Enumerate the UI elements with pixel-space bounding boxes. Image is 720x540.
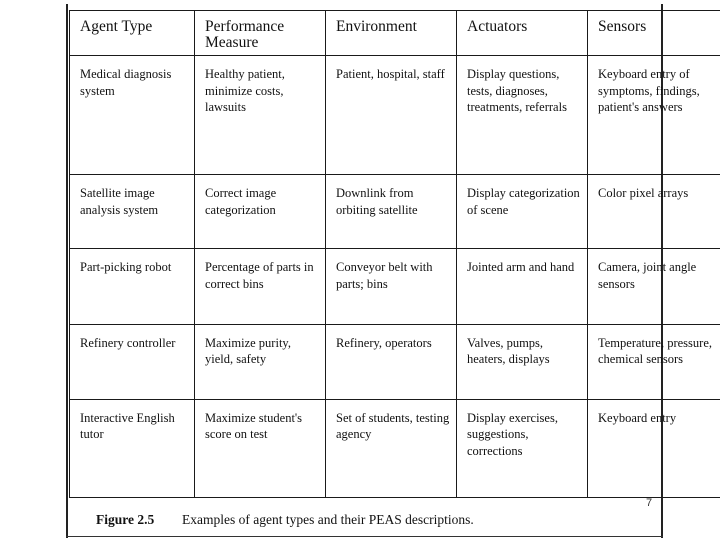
cell-environment: Conveyor belt with parts; bins	[326, 249, 457, 325]
cell-sensors: Camera, joint angle sensors	[588, 249, 720, 325]
cell-environment: Refinery, operators	[326, 324, 457, 399]
cell-sensors: Keyboard entry of symptoms, findings, patient's answers	[588, 56, 720, 175]
cell-environment: Downlink from orbiting satellite	[326, 175, 457, 249]
cell-actuators: Jointed arm and hand	[457, 249, 588, 325]
header-agent-type: Agent Type	[70, 11, 195, 56]
cell-environment: Set of students, testing agency	[326, 399, 457, 497]
table-header-row	[70, 11, 720, 56]
cell-agent-type: Satellite image analysis system	[70, 175, 195, 249]
cell-agent-type: Refinery controller	[70, 324, 195, 399]
cell-sensors: Keyboard entry	[588, 399, 720, 497]
table-row	[70, 324, 720, 399]
header-sensors: Sensors	[588, 11, 720, 56]
header-environment: Environment	[326, 11, 457, 56]
cell-performance-measure: Maximize student's score on test	[195, 399, 326, 497]
page-number: 7	[646, 497, 653, 509]
page-frame-left	[66, 4, 68, 538]
table-row	[70, 249, 720, 325]
cell-agent-type: Interactive English tutor	[70, 399, 195, 497]
cell-performance-measure: Maximize purity, yield, safety	[195, 324, 326, 399]
cell-performance-measure: Correct image categorization	[195, 175, 326, 249]
peas-table	[69, 10, 720, 498]
cell-performance-measure: Percentage of parts in correct bins	[195, 249, 326, 325]
figure-label: Figure 2.5	[96, 512, 155, 527]
cell-agent-type: Part-picking robot	[70, 249, 195, 325]
page-frame-bottom	[66, 536, 663, 537]
table-row	[70, 399, 720, 497]
table-row	[70, 175, 720, 249]
header-actuators: Actuators	[457, 11, 588, 56]
header-performance-measure: Performance Measure	[195, 11, 326, 56]
cell-sensors: Temperature, pressure, chemical sensors	[588, 324, 720, 399]
cell-actuators: Display categorization of scene	[457, 175, 588, 249]
cell-performance-measure: Healthy patient, minimize costs, lawsuits	[195, 56, 326, 175]
cell-actuators: Valves, pumps, heaters, displays	[457, 324, 588, 399]
figure-caption	[96, 512, 474, 528]
cell-agent-type: Medical diagnosis system	[70, 56, 195, 175]
cell-actuators: Display questions, tests, diagnoses, treatments, referrals	[457, 56, 588, 175]
cell-sensors: Color pixel arrays	[588, 175, 720, 249]
cell-actuators: Display exercises, suggestions, corrections	[457, 399, 588, 497]
table-row	[70, 56, 720, 175]
figure-caption-text: Examples of agent types and their PEAS descriptions.	[182, 512, 474, 527]
cell-environment: Patient, hospital, staff	[326, 56, 457, 175]
